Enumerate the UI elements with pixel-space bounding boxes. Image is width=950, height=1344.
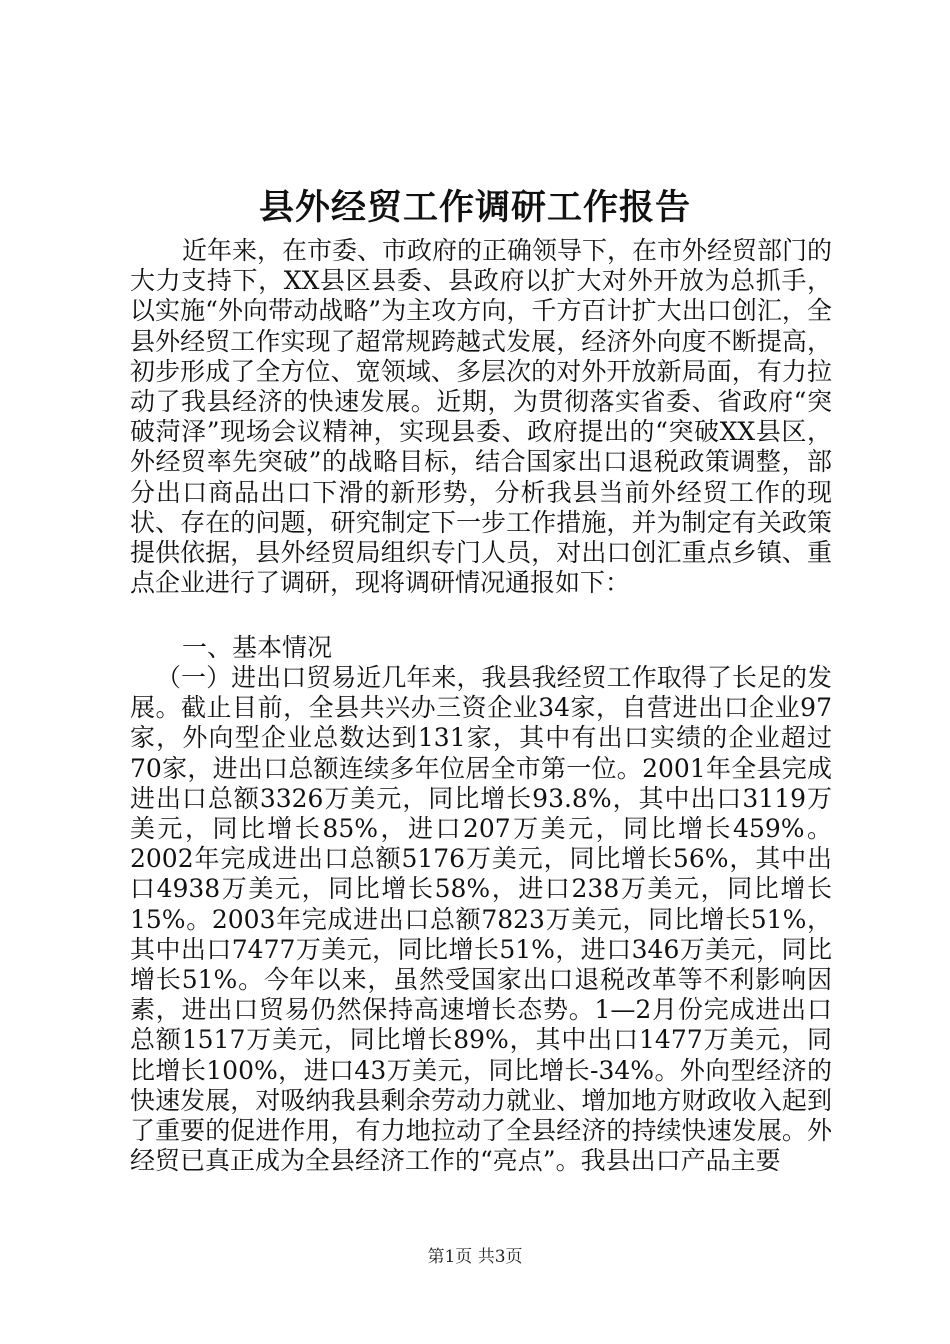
page-footer: 第1页 共3页 xyxy=(427,1247,523,1267)
intro-paragraph: 近年来，在市委、市政府的正确领导下，在市外经贸部门的大力支持下，XX县区县委、县政府以扩大对外开放为总抓手，以实施“外向带动战略”为主攻方向，千方百计扩大出口创汇，全县外经贸工作实现了超常规跨越式发展，经济外向度不断提高，初步形成了全方位、宽领域、多层次的对外开放新局面，有力拉动了我县经济的快速发展。近期，为贯彻落实省委、省政府“突破菏泽”现场会议精神，实现县委、政府提出的“突破XX县区，外经贸率先突破”的战略目标，结合国家出口退税政策调整，部分出口商品出口下滑的新形势，分析我县当前外经贸工作的现状、存在的问题，研究制定下一步工作措施，并为制定有关政策提供依据，县外经贸局组织专门人员，对出口创汇重点乡镇、重点企业进行了调研，现将调研情况通报如下： xyxy=(130,236,833,598)
section-heading: 一、基本情况 xyxy=(182,633,333,662)
section-paragraph: （一）进出口贸易近几年来，我县我经贸工作取得了长足的发展。截止目前，全县共兴办三资企业34家，自营进出口企业97家，外向型企业总数达到131家，其中有出口实绩的企业超过70家，进出口总额连续多年位居全市第一位。2001年全县完成进出口总额3326万美元，同比增长93.8%，其中出口3119万美元，同比增长85%，进口207万美元，同比增长459%。2002年完成进出口总额5176万美元，同比增长56%，其中出口4938万美元，同比增长58%，进口238万美元，同比增长15%。2003年完成进出口总额7823万美元，同比增长51%，其中出口7477万美元，同比增长51%，进口346万美元，同比增长51%。今年以来，虽然受国家出口退税改革等不利影响因素，进出口贸易仍然保持高速增长态势。1—2月份完成进出口总额1517万美元，同比增长89%，其中出口1477万美元，同比增长100%，进口43万美元，同比增长-34%。外向型经济的快速发展，对吸纳我县剩余劳动力就业、增加地方财政收入起到了重要的促进作用，有力地拉动了全县经济的持续快速发展。外经贸已真正成为全县经济工作的“亮点”。我县出口产品主要 xyxy=(130,663,832,1176)
document-title: 县外经贸工作调研工作报告 xyxy=(258,187,691,228)
